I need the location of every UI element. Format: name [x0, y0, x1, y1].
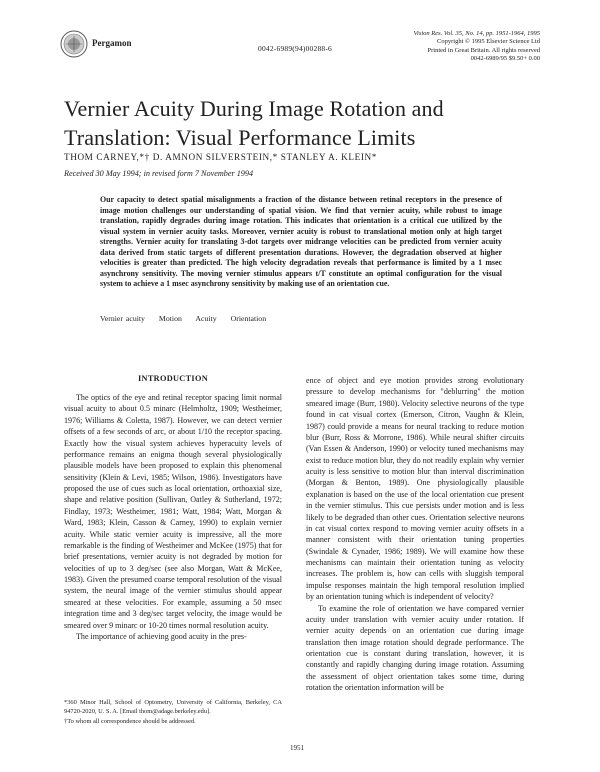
keyword: Acuity: [195, 314, 217, 323]
keyword: Vernier acuity: [100, 314, 145, 323]
body-column-right: [306, 375, 524, 694]
issn-code: 0042-6989(94)00288-6: [258, 44, 332, 53]
author-list: THOM CARNEY,*† D. AMNON SILVERSTEIN,* STANLEY A. KLEIN*: [64, 152, 377, 162]
received-dates: Received 30 May 1994; in revised form 7 November 1994: [64, 169, 254, 178]
publisher-name: Pergamon: [92, 38, 132, 48]
paragraph: The importance of achieving good acuity in the pres-: [76, 631, 247, 641]
keywords: [100, 314, 277, 323]
body-column-left: [64, 392, 282, 642]
page-number: 1951: [290, 744, 304, 752]
footnotes: [64, 699, 282, 729]
journal-line: 0042-6989/95 $9.50+ 0.00: [470, 55, 540, 63]
pergamon-logo-icon: [60, 30, 88, 58]
paragraph: The optics of the eye and retinal receptor spacing limit normal visual acuity to about 0.5 minarc (Helmholtz, 1909; Westheimer, 1976; Williams & Coletta, 1987). However, we can detect vernier offsets of a few seconds of arc, or about 1/10 the receptor spacing. Exactly how the visual system achieves hyperacuity levels of performance remains an enigma though several physiologically plausible models have been proposed to explain this phenomenal sensitivity (Klein & Levi, 1985; Wilson, 1986). Investigators have proposed the use of cues such as local orientation, orthoaxial size, shape and relative position (Sullivan, Oatley & Sutherland, 1972; Findlay, 1973; Westheimer, 1981; Watt, 1984; Watt, Morgan & Ward, 1983; Klein, Casson & Carney, 1990) to explain vernier acuity. While static vernier acuity is impressive, all the more remarkable is the finding of Westheimer and McKee (1975) that for brief presentations, vernier acuity is not degraded by motion for velocities of up to 3 deg/sec (see also Morgan, Watt & McKee, 1983). Given the presumed coarse temporal resolution of the visual system, the neural image of the vernier stimulus should appear smeared at these velocities. For example, assuming a 50 msec integration time and 3 deg/sec target velocity, the image would be smeared over 9 minarc or 10-20 times normal resolution acuity.: [64, 393, 282, 630]
paragraph: ence of object and eye motion provides strong evolutionary pressure to develop mechanisms for "deblurring" the motion smeared image (Burr, 1980). Velocity selective neurons of the type found in cat visual cortex (Emerson, Citron, Vaughn & Klein, 1987) could provide a means for neural tracking to reduce motion blur (Burr, Ross & Morrone, 1986). While neural shifter circuits (Van Essen & Anderson, 1990) or velocity tuned mechanisms may exist to reduce motion blur, they do not readily explain why vernier acuity is less sensitive to motion blur than interval discrimination (Morgan & Benton, 1989). One physiologically plausible explanation is based on the use of the local orientation cue present in the vernier stimulus. This cue persists under motion and is less likely to be degraded than other cues. Orientation selective neurons in cat visual cortex respond to moving vernier acuity offsets in a manner consistent with their orientation tuning properties (Swindale & Cynader, 1986; 1989). We will examine how these mechanisms can maintain their orientation tuning as velocity increases. The problem is, how can cells with sluggish temporal impulse responses maintain the high temporal resolution implied by an orientation tuning which is independent of velocity?: [306, 376, 524, 602]
paragraph: To examine the role of orientation we have compared vernier acuity under translation with vernier acuity under rotation. If vernier acuity depends on an orientation cue during image translation then image rotation should degrade performance. The orientation cue is constant during translation, however, it is constantly and rapidly changing during image rotation. Assuming the assessment of object orientation takes some time, during rotation the orientation information will be: [306, 603, 524, 693]
footnote: †To whom all correspondence should be addressed.: [64, 718, 196, 726]
article-title: Vernier Acuity During Image Rotation and Translation: Visual Performance Limits: [64, 96, 444, 150]
journal-line: Printed in Great Britain. All rights reserved: [427, 46, 540, 54]
section-heading: INTRODUCTION: [138, 374, 208, 383]
keyword: Orientation: [230, 314, 267, 323]
footnote: *360 Minor Hall, School of Optometry, University of California, Berkeley, CA 94720-2020, U. S. A. [Email thom@adage.berkeley.edu].: [64, 699, 282, 715]
journal-line: Copyright © 1995 Elsevier Science Ltd: [437, 38, 540, 46]
journal-info: [414, 30, 540, 64]
keyword: Motion: [158, 314, 182, 323]
journal-line: Vision Res. Vol. 35, No. 14, pp. 1951-1964, 1995: [413, 30, 540, 37]
abstract: Our capacity to detect spatial misalignments a fraction of the distance between retinal receptors in the presence of image motion challenges our understanding of spatial vision. We find that vernier acuity, while robust to image translation, rapidly degrades during image rotation. This indicates that orientation is a critical cue utilized by the visual system in vernier acuity tasks. Moreover, vernier acuity is robust to translational motion only at high target strengths. Vernier acuity for translating 3-dot targets over midrange velocities can be predicted from vernier acuity data derived from static targets of different presentation durations. However, the degradation observed at higher velocities is greater than predicted. The high velocity degradation reveals that performance is limited by a 1 msec asynchrony sensitivity. The moving vernier stimulus appears t/T constitute an optimal configuration for the visual system to achieve a 1 msec asynchrony sensitivity by making use of an orientation cue.: [100, 195, 502, 288]
